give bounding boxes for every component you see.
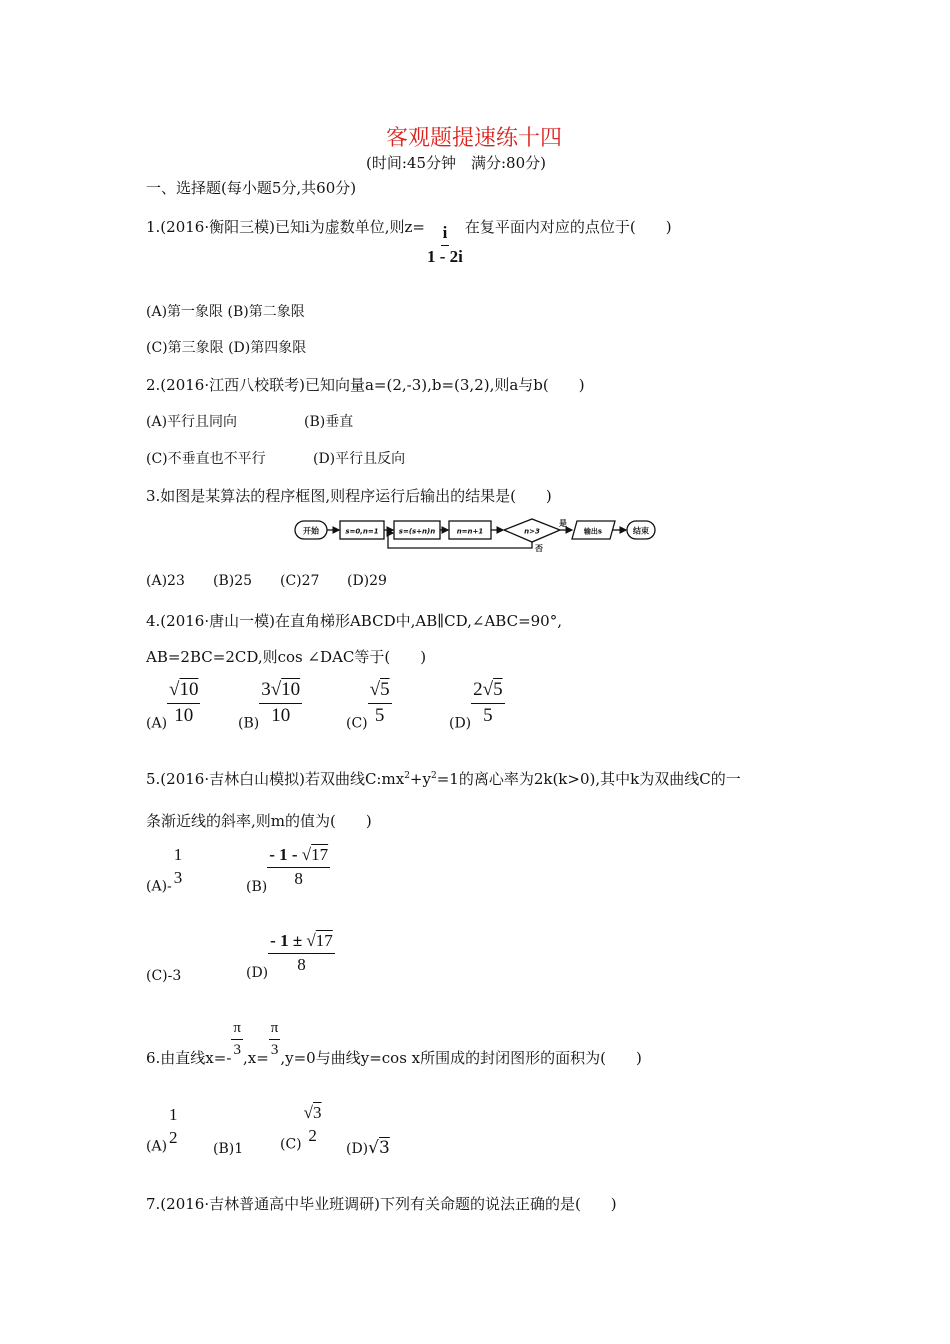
page-title: 客观题提速练十四 (386, 126, 563, 151)
flow-update-s-label: s=(s+n)n (398, 527, 436, 536)
q1-options-row2 (146, 337, 306, 357)
q3-option-a[interactable]: (A)23 (146, 573, 185, 589)
flow-init-label: s=0,n=1 (345, 527, 379, 536)
question-5-line1: 5.(2016·吉林白山模拟)若双曲线$C:mx^2+y^2=1$的离心率为2k(k>0),其中k为双曲线C的一 (146, 770, 741, 788)
q1-prefix: 1.(2016·衡阳三模)已知i为虚数单位,则z= (146, 218, 425, 236)
q1-option-d[interactable]: (D)第四象限 (228, 340, 307, 356)
q1-numerator: i (441, 224, 450, 246)
q6-option-d[interactable]: (D)√3 (346, 1138, 390, 1158)
question-3: 3.如图是某算法的程序框图,则程序运行后输出的结果是( ) (146, 487, 552, 505)
q1-option-c[interactable]: (C)第三象限 (146, 340, 224, 356)
q1-denominator: 1 - 2i (427, 246, 463, 266)
q5-option-c[interactable]: (C)-3 (146, 968, 182, 984)
q2-option-c[interactable]: (C)不垂直也不平行 (146, 451, 266, 467)
question-6: 6.由直线x=- $\frac{\pi}{3}$ ,x= $\frac{\pi}{3}$ ,y=0与曲线y=cos x所围成的封闭图形的面积为( ) (146, 1020, 642, 1067)
section-heading: 一、选择题(每小题5分,共60分) (146, 179, 357, 197)
q4-option-b[interactable]: (B) $\frac{3√10}{10}$ (238, 679, 301, 732)
flow-condition-label: n>3 (524, 527, 540, 536)
time-score-subtitle: (时间:45分钟 满分:80分) (366, 154, 546, 172)
q1-option-b[interactable]: (B)第二象限 (227, 304, 305, 320)
flow-no-label: 否 (535, 544, 543, 553)
flow-start-label: 开始 (303, 526, 319, 536)
q6-option-b[interactable]: (B)1 (213, 1141, 244, 1157)
q3-flowchart (290, 515, 660, 555)
flow-end-label: 结束 (633, 526, 649, 536)
flow-output-label: 输出s (583, 527, 603, 536)
q4-option-d[interactable]: (D) $\frac{2√5}{5}$ (449, 679, 503, 732)
q6-option-a[interactable]: (A) 1 2 (146, 1105, 178, 1155)
question-7: 7.(2016·吉林普通高中毕业班调研)下列有关命题的说法正确的是( ) (146, 1195, 617, 1213)
flow-yes-label: 是 (559, 519, 567, 528)
q2-option-d[interactable]: (D)平行且反向 (313, 451, 406, 467)
q4-option-c[interactable]: (C) $\frac{√5}{5}$ (346, 679, 390, 732)
q3-option-c[interactable]: (C)27 (280, 573, 320, 589)
q2-option-b[interactable]: (B)垂直 (304, 414, 354, 430)
q1-fraction (425, 224, 465, 266)
q3-option-b[interactable]: (B)25 (213, 573, 253, 589)
question-4-line1: 4.(2016·唐山一模)在直角梯形ABCD中,AB∥CD,∠ABC=90°, (146, 612, 562, 630)
q1-options-row1 (146, 301, 305, 321)
q5-option-b[interactable]: (B) $\frac{- 1 - √17}{8}$ (246, 845, 329, 896)
question-5-line2: 条渐近线的斜率,则m的值为( ) (146, 812, 372, 830)
question-4-line2: AB=2BC=2CD,则cos ∠DAC等于( ) (146, 648, 427, 666)
q5-option-d[interactable]: (D) $\frac{- 1 \pm √17}{8}$ (246, 931, 333, 982)
q3-option-d[interactable]: (D)29 (347, 573, 387, 589)
flow-update-n-label: n=n+1 (456, 527, 484, 536)
q6-option-c[interactable]: (C) √3 2 (280, 1103, 322, 1153)
q1-suffix: 在复平面内对应的点位于( ) (464, 218, 672, 236)
q2-option-a[interactable]: (A)平行且同向 (146, 414, 238, 430)
q1-option-a[interactable]: (A)第一象限 (146, 304, 224, 320)
question-2: 2.(2016·江西八校联考)已知向量a=(2,-3),b=(3,2),则a与b( ) (146, 376, 585, 394)
question-1 (146, 212, 672, 266)
q5-option-a[interactable]: (A)- 1 3 (146, 845, 183, 895)
q4-option-a[interactable]: (A) $\frac{√10}{10}$ (146, 679, 199, 732)
